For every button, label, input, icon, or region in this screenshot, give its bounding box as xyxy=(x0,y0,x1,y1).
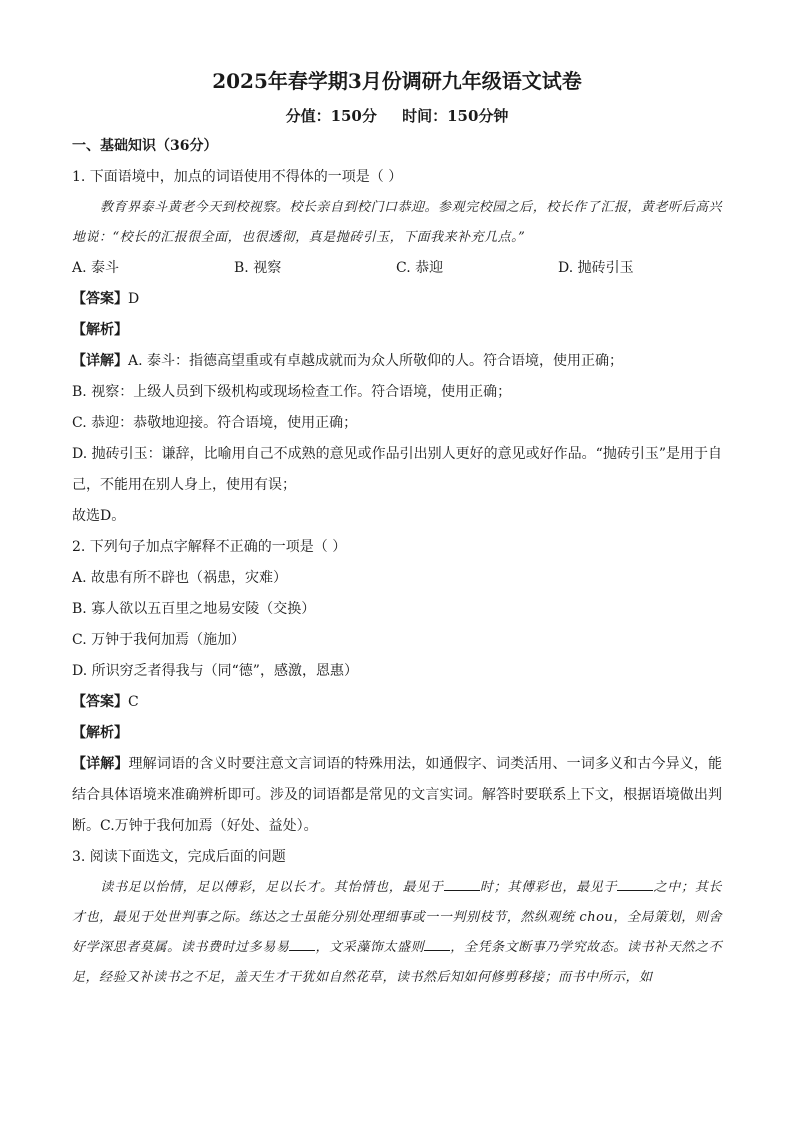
q2-detail-text: 理解词语的含义时要注意文言词语的特殊用法，如通假字、词类活用、一词多义和古今异义，能结合具体语境来准确辨析即可。涉及的词语都是常见的文言实词。解答时要联系上下文，根据语境做出判断。C.万钟于我何加焉（好处、益处）。 xyxy=(72,756,723,834)
blank-1 xyxy=(444,876,480,891)
q2-answer-label: 【答案】 xyxy=(72,694,128,710)
q3-passage-part-2: 时；其傅彩也，最见于 xyxy=(479,880,618,895)
q1-detail-d: D. 抛砖引玉：谦辞，比喻用自己不成熟的意见或作品引出别人更好的意见或好作品。“抛砖引玉”是用于自己，不能用在别人身上，使用有误； xyxy=(72,446,722,493)
score-info: 分值：150分 xyxy=(285,107,377,125)
q2-option-d: D. 所识穷乏者得我与（同“德”，感激，恩惠） xyxy=(72,663,358,679)
blank-4 xyxy=(424,936,450,951)
q2-option-c: C. 万钟于我何加焉（施加） xyxy=(72,632,246,648)
q2-analysis xyxy=(72,718,722,749)
q3-passage-part-5: ，全凭条文断事乃学究故态。读书补天然之不足，经验又补读书之不足，盖天生才干犹如自然花草，读书然后知如何修剪移接；而书中所示，如 xyxy=(72,940,722,985)
q2-answer-value: C xyxy=(128,694,139,710)
q2-option-a: A. 故患有所不辟也（祸患，灾难） xyxy=(72,570,288,586)
q2-analysis-label: 【解析】 xyxy=(72,725,128,741)
blank-2 xyxy=(617,876,653,891)
q1-answer-value: D xyxy=(128,291,140,307)
q1-stem: 1. 下面语境中，加点的词语使用不得体的一项是（ ） xyxy=(72,169,403,185)
q1-detail-label: 【详解】 xyxy=(72,353,128,369)
q3-stem: 3. 阅读下面选文，完成后面的问题 xyxy=(72,849,286,865)
q1-option-a: A. 泰斗 xyxy=(72,260,120,276)
q3-passage-part-3: 之中；其长才也，最见于处世判事之际。练达之士虽能分别处理细事或一一判别枝节，然纵观统 chou，全局策划，则舍好学深思者莫属。读书费时过多易易 xyxy=(72,880,722,955)
q1-option-d: D. 抛砖引玉 xyxy=(558,260,634,276)
q1-analysis xyxy=(72,315,722,346)
q1-conclusion: 故选D。 xyxy=(72,508,126,524)
q1-answer xyxy=(72,284,722,315)
q2-detail xyxy=(72,749,722,842)
q2-detail-label: 【详解】 xyxy=(72,756,129,772)
q1-analysis-label: 【解析】 xyxy=(72,322,128,338)
q3-passage-part-4: ，文采藻饰太盛则 xyxy=(315,940,425,955)
page-title: 2025年春学期3月份调研九年级语文试卷 xyxy=(212,69,582,93)
section-heading: 一、基础知识（36分） xyxy=(72,138,218,154)
q1-option-b: B. 视察 xyxy=(234,260,282,276)
q1-detail-c: C. 恭迎：恭敬地迎接。符合语境，使用正确； xyxy=(72,415,358,431)
q1-detail-a-text: A. 泰斗：指德高望重或有卓越成就而为众人所敬仰的人。符合语境，使用正确； xyxy=(128,353,624,369)
blank-3 xyxy=(289,936,315,951)
q2-stem: 2. 下列句子加点字解释不正确的一项是（ ） xyxy=(72,539,347,555)
q3-passage-part-1: 读书足以怡情，足以傅彩，足以长才。其怡情也，最见于 xyxy=(100,880,444,895)
q1-option-c: C. 恭迎 xyxy=(396,260,444,276)
q1-options xyxy=(72,253,722,284)
q2-answer xyxy=(72,687,722,718)
q1-detail-a xyxy=(72,346,722,377)
q2-option-b: B. 寡人欲以五百里之地易安陵（交换） xyxy=(72,601,316,617)
q1-passage-text: 教育界泰斗黄老今天到校视察。校长亲自到校门口恭迎。参观完校园之后，校长作了汇报，黄老听后高兴地说：“校长的汇报很全面，也很透彻，真是抛砖引玉，下面我来补充几点。” xyxy=(72,200,722,245)
page-subtitle xyxy=(72,104,722,128)
q1-passage xyxy=(72,193,722,253)
q1-answer-label: 【答案】 xyxy=(72,291,128,307)
q3-passage xyxy=(72,873,722,993)
time-info: 时间：150分钟 xyxy=(402,107,509,125)
q1-detail-b: B. 视察：上级人员到下级机构或现场检查工作。符合语境，使用正确； xyxy=(72,384,512,400)
